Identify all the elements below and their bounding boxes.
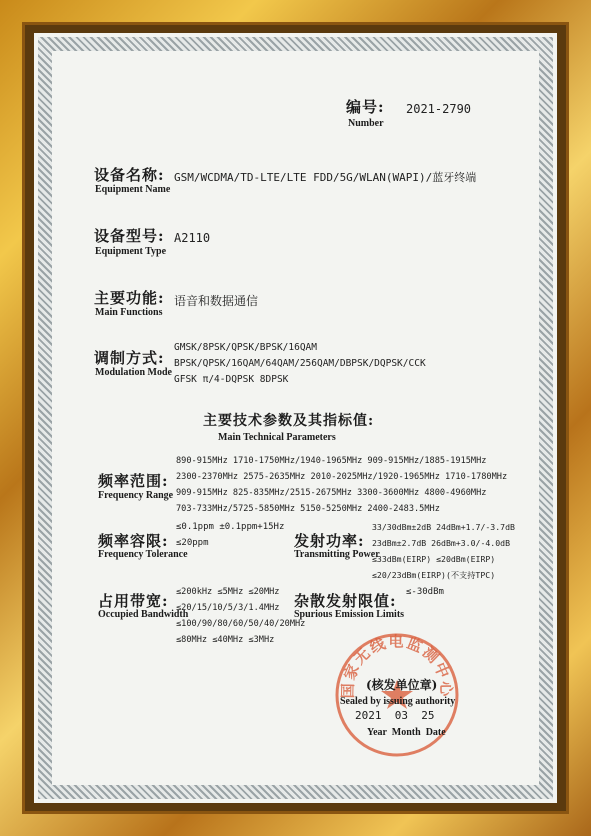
transmitting-power-line: 23dBm±2.7dB 26dBm+3.0/-4.0dB [372, 538, 511, 548]
seal-label: (核发单位章) [366, 678, 438, 692]
transmitting-power-label: 发射功率: [294, 532, 365, 550]
equipment-name-label-en: Equipment Name [95, 184, 171, 195]
frequency-range-line: 2300-2370MHz 2575-2635MHz 2010-2025MHz/1920-1965MHz 1710-1780MHz [176, 472, 508, 482]
spurious-emission-value: ≤-30dBm [406, 587, 444, 597]
equipment-type-value: A2110 [174, 231, 211, 245]
spurious-emission-label: 杂散发射限值: [294, 592, 397, 610]
number-label-en: Number [348, 118, 384, 129]
frequency-tolerance-line: ≤0.1ppm ±0.1ppm+15Hz [176, 522, 285, 532]
frequency-tolerance-label-en: Frequency Tolerance [98, 549, 188, 560]
occupied-bandwidth-line: ≤80MHz ≤40MHz ≤3MHz [176, 635, 275, 645]
occupied-bandwidth-label: 占用带宽: [98, 592, 169, 610]
main-functions-label: 主要功能: [94, 289, 165, 307]
certificate-number: 2021-2790 [406, 102, 472, 116]
tech-params-title-en: Main Technical Parameters [218, 432, 336, 443]
modulation-label: 调制方式: [94, 349, 165, 367]
equipment-name-label: 设备名称: [94, 166, 165, 184]
tech-params-title: 主要技术参数及其指标值: [203, 413, 375, 429]
occupied-bandwidth-line: ≤200kHz ≤5MHz ≤20MHz [176, 587, 280, 597]
occupied-bandwidth-line: ≤20/15/10/5/3/1.4MHz [176, 603, 280, 613]
seal-ring-text: 国家无线电监测中心 [338, 632, 456, 699]
transmitting-power-line: ≤33dBm(EIRP) ≤20dBm(EIRP) [372, 554, 496, 564]
spurious-emission-label-en: Spurious Emission Limits [294, 609, 405, 620]
official-seal-stamp [332, 630, 462, 760]
occupied-bandwidth-line: ≤100/90/80/60/50/40/20MHz [176, 619, 306, 629]
issue-date: 2021 03 25 [355, 709, 435, 722]
occupied-bandwidth-label-en: Occupied Bandwidth [98, 609, 189, 620]
modulation-line: GFSK π/4-DQPSK 8DPSK [174, 374, 289, 385]
modulation-line: GMSK/8PSK/QPSK/BPSK/16QAM [174, 342, 317, 353]
equipment-name-value: GSM/WCDMA/TD-LTE/LTE FDD/5G/WLAN(WAPI)/蓝牙终端 [174, 171, 477, 184]
frequency-range-line: 703-733MHz/5725-5850MHz 5150-5250MHz 2400-2483.5MHz [176, 504, 440, 514]
modulation-line: BPSK/QPSK/16QAM/64QAM/256QAM/DBPSK/DQPSK/CCK [174, 358, 426, 369]
frequency-tolerance-line: ≤20ppm [176, 538, 209, 548]
frequency-range-label: 频率范围: [98, 472, 169, 490]
frequency-range-label-en: Frequency Range [98, 490, 174, 501]
equipment-type-label: 设备型号: [94, 227, 165, 245]
frequency-range-line: 909-915MHz 825-835MHz/2515-2675MHz 3300-3600MHz 4800-4960MHz [176, 488, 487, 498]
main-functions-value: 语音和数据通信 [174, 294, 259, 308]
frequency-range-line: 890-915MHz 1710-1750MHz/1940-1965MHz 909-915MHz/1885-1915MHz [176, 456, 487, 466]
modulation-label-en: Modulation Mode [95, 367, 172, 378]
frequency-tolerance-label: 频率容限: [98, 532, 169, 550]
issue-date-labels: Year Month Date [367, 727, 446, 738]
main-functions-label-en: Main Functions [95, 307, 163, 318]
number-label: 编号: [346, 98, 385, 116]
transmitting-power-line: 33/30dBm±2dB 24dBm+1.7/-3.7dB [372, 522, 515, 532]
transmitting-power-line: ≤20/23dBm(EIRP)(不支持TPC) [372, 570, 496, 580]
transmitting-power-label-en: Transmitting Power [294, 549, 380, 560]
seal-label-en: Sealed by issuing authority [340, 696, 456, 707]
equipment-type-label-en: Equipment Type [95, 246, 167, 257]
